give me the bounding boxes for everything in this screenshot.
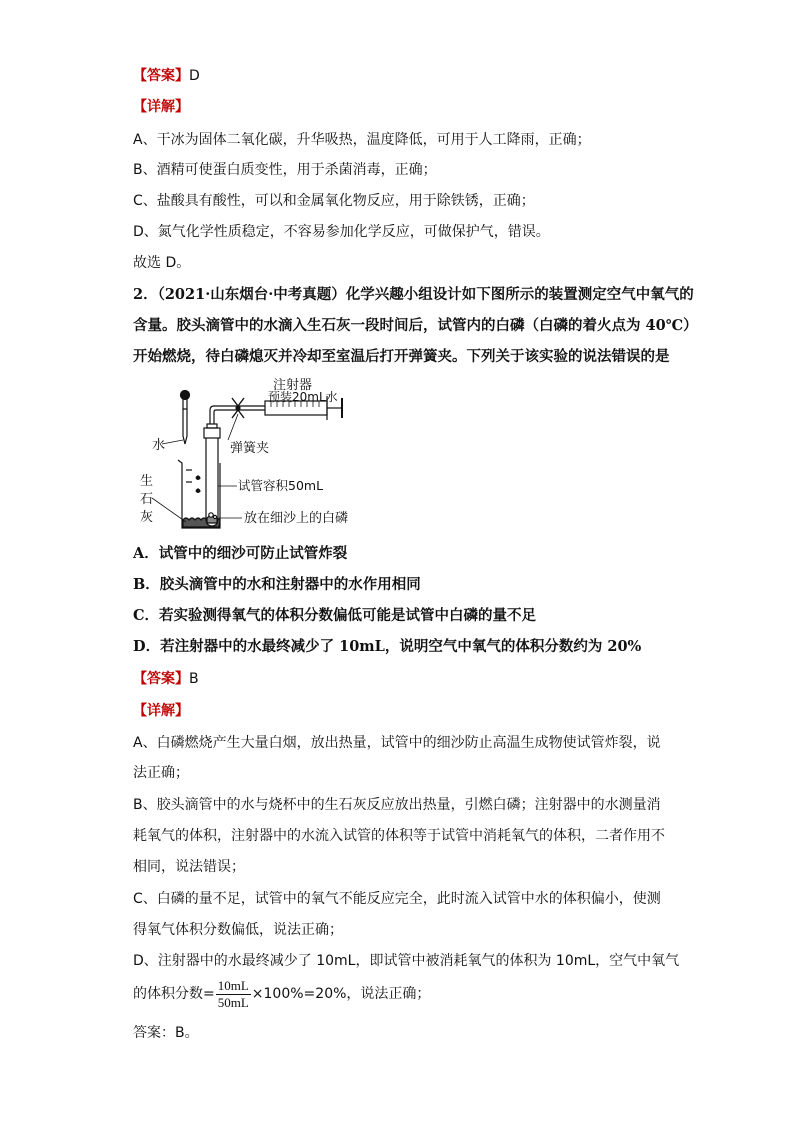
q2-detail-line: B、胶头滴管中的水与烧杯中的生石灰反应放出热量，引燃白磷；注射器中的水测量消 xyxy=(133,797,661,813)
quicklime-label-1: 生 xyxy=(140,474,154,489)
q1-detail-a: A、干冰为固体二氧化碳，升华吸热，温度降低，可用于人工降雨，正确； xyxy=(133,132,591,148)
white-phosphorus xyxy=(209,513,213,517)
syringe-sub-label: 预装20mL水 xyxy=(268,390,338,404)
syringe-label: 注射器 xyxy=(273,378,313,393)
q2-detail-line: 得氧气体积分数偏低，说法正确； xyxy=(133,922,343,938)
q2-option-d: D．若注射器中的水最终减少了 10mL，说明空气中氧气的体积分数约为 20% xyxy=(133,638,642,655)
q2-answer-value: B xyxy=(189,671,199,687)
q2-detail-tag: 【详解】 xyxy=(133,703,189,719)
q2-detail-line: A、白磷燃烧产生大量白烟，放出热量，试管中的细沙防止高温生成物使试管炸裂，说 xyxy=(133,735,661,751)
q2-stem-line-3: 开始燃烧，待白磷熄灭并冷却至室温后打开弹簧夹。下列关于该实验的说法错误的是 xyxy=(133,348,670,365)
q2-stem-line-1: 2．（2021·山东烟台·中考真题）化学兴趣小组设计如下图所示的装置测定空气中氧气的 xyxy=(133,286,694,303)
q1-answer-value: D xyxy=(189,68,200,84)
fraction xyxy=(216,978,251,1011)
formula-suffix: ×100%=20%，说法正确； xyxy=(251,986,431,1002)
dropper-bulb xyxy=(181,391,190,400)
water-drop xyxy=(196,489,200,493)
phosphorus-label: 放在细沙上的白磷 xyxy=(244,511,349,526)
q2-detail-line: 法正确； xyxy=(133,765,189,781)
water-label: 水 xyxy=(152,438,166,453)
q2-stem-line-2: 含量。胶头滴管中的水滴入生石灰一段时间后，试管内的白磷（白磷的着火点为 40℃） xyxy=(133,317,698,334)
q2-detail-line: 相同，说法错误； xyxy=(133,859,245,875)
q1-answer-tag: 【答案】 xyxy=(133,68,189,84)
dropper-tube xyxy=(183,409,187,444)
q2-answer-line xyxy=(133,669,199,689)
q2-option-b: B．胶头滴管中的水和注射器中的水作用相同 xyxy=(133,576,421,593)
q1-detail-tag: 【详解】 xyxy=(133,99,189,115)
stopper-top xyxy=(207,424,217,428)
tube-stopper xyxy=(204,428,220,438)
clamp-pin xyxy=(236,406,240,410)
dropper-neck xyxy=(183,399,187,409)
quicklime-label-3: 灰 xyxy=(140,510,154,525)
apparatus-diagram xyxy=(140,378,380,530)
q1-detail-b: B、酒精可使蛋白质变性，用于杀菌消毒，正确； xyxy=(133,162,437,178)
q2-detail-line: D、注射器中的水最终减少了 10mL，即试管中被消耗氧气的体积为 10mL，空气中氧气 xyxy=(133,953,680,969)
q1-answer-line xyxy=(133,66,200,86)
formula-prefix: 的体积分数= xyxy=(133,986,215,1002)
water-drop xyxy=(196,476,200,480)
q1-detail-c: C、盐酸具有酸性，可以和金属氧化物反应，用于除铁锈，正确； xyxy=(133,193,535,209)
q2-formula-line xyxy=(133,977,430,1011)
fraction-numerator: 10mL xyxy=(217,977,249,993)
q1-detail-d: D、氮气化学性质稳定，不容易参加化学反应，可做保护气，错误。 xyxy=(133,224,550,240)
q2-answer-tag: 【答案】 xyxy=(133,671,189,687)
q2-detail-line: 耗氧气的体积，注射器中的水流入试管的体积等于试管中消耗氧气的体积，二者作用不 xyxy=(133,828,665,844)
q2-final-answer: 答案：B。 xyxy=(133,1025,199,1041)
quicklime-label-2: 石 xyxy=(140,492,154,507)
clamp-label: 弹簧夹 xyxy=(230,441,270,456)
white-phosphorus xyxy=(213,515,216,518)
q2-option-a: A．试管中的细沙可防止试管炸裂 xyxy=(133,545,348,562)
tube-volume-label: 试管容积50mL xyxy=(238,478,324,493)
fraction-denominator: 50mL xyxy=(217,994,249,1010)
q1-conclusion: 故选 D。 xyxy=(133,255,191,271)
q2-detail-line: C、白磷的量不足，试管中的氧气不能反应完全，此时流入试管中水的体积偏小，使测 xyxy=(133,891,661,907)
q2-option-c: C．若实验测得氧气的体积分数偏低可能是试管中白磷的量不足 xyxy=(133,607,537,624)
